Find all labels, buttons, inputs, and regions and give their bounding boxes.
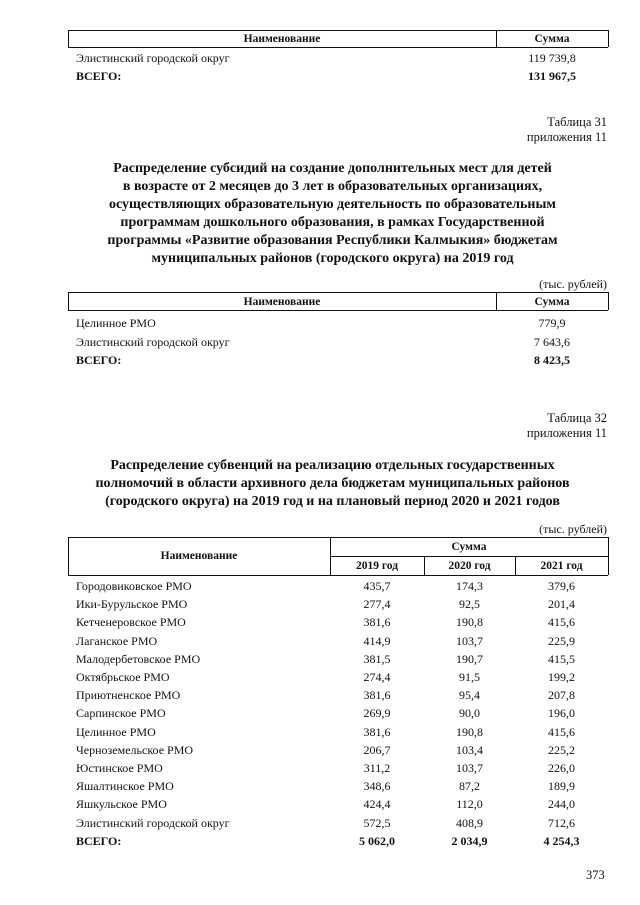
table-row-name: Малодербетовское РМО [76, 652, 201, 666]
table-border [330, 556, 608, 557]
table31-unit: (тыс. рублей) [539, 277, 607, 291]
table-border [68, 292, 608, 293]
column-header-name: Наименование [243, 296, 321, 308]
table-cell-2021: 225,9 [548, 634, 575, 648]
table-cell-2021: 415,6 [548, 725, 575, 739]
table-cell-2020: 95,4 [459, 688, 480, 702]
table-row-value: 779,9 [538, 316, 566, 330]
table-cell-2021: 379,6 [548, 579, 575, 593]
table-border [68, 537, 608, 538]
table-cell-2021: 225,2 [548, 743, 575, 757]
table-cell-2020: 190,7 [456, 652, 483, 666]
table31-caption-appendix: приложения 11 [526, 130, 607, 144]
table-cell-2020: 112,0 [456, 797, 483, 811]
total-label: ВСЕГО: [76, 353, 122, 367]
table-cell-2021: 196,0 [548, 706, 575, 720]
table-row-name: Целинное РМО [76, 725, 156, 739]
table-row-name: Городовиковское РМО [76, 579, 192, 593]
title-line: в возрасте от 2 месяцев до 3 лет в образовательных организациях, [122, 179, 543, 194]
table-row-name: Элистинский городской округ [76, 51, 230, 65]
table-cell-2019: 274,4 [363, 670, 391, 684]
table32-unit: (тыс. рублей) [539, 522, 607, 536]
table-cell-2020: 190,8 [456, 615, 483, 629]
column-header-sum: Сумма [534, 296, 570, 308]
column-header-sum: Сумма [451, 541, 487, 553]
table-cell-2020: 90,0 [459, 706, 480, 720]
total-v2020: 2 034,9 [451, 834, 488, 848]
table-cell-2019: 381,6 [363, 615, 391, 629]
table-row-name: Кетченеровское РМО [76, 615, 186, 629]
table-row-name: Сарпинское РМО [76, 706, 166, 720]
table-cell-2019: 435,7 [363, 579, 391, 593]
column-header-2020: 2020 год [448, 560, 491, 572]
table-cell-2019: 277,4 [363, 597, 391, 611]
title-line: программы «Развитие образования Республики Калмыкия» бюджетам [107, 233, 558, 248]
table-cell-2021: 244,0 [548, 797, 575, 811]
table-border [608, 537, 609, 575]
table-cell-2020: 103,7 [456, 761, 483, 775]
table-border [68, 310, 608, 311]
table-cell-2021: 207,8 [548, 688, 575, 702]
table31-title [60, 160, 605, 268]
table-border [68, 30, 608, 31]
title-line: муниципальных районов (городского округа) на 2019 год [151, 251, 514, 266]
table-row-name: Яшкульское РМО [76, 797, 167, 811]
table-cell-2021: 415,5 [548, 652, 575, 666]
table-cell-2021: 415,6 [548, 615, 575, 629]
table-cell-2020: 92,5 [459, 597, 480, 611]
table-cell-2019: 572,5 [363, 816, 391, 830]
table32-caption-number: Таблица 32 [547, 411, 607, 425]
total-value: 8 423,5 [534, 353, 570, 367]
total-v2021: 4 254,3 [543, 834, 580, 848]
table-cell-2020: 103,4 [456, 743, 483, 757]
table-border [608, 292, 609, 310]
table32-title [60, 457, 605, 511]
table-row-name: Лаганское РМО [76, 634, 158, 648]
table-cell-2019: 381,6 [363, 725, 391, 739]
table-border [68, 575, 608, 576]
total-label: ВСЕГО: [76, 834, 122, 848]
table-row-name: Октябрьское РМО [76, 670, 170, 684]
table-cell-2021: 226,0 [548, 761, 575, 775]
table-cell-2019: 414,9 [363, 634, 391, 648]
table-cell-2019: 311,2 [363, 761, 391, 775]
column-header-2019: 2019 год [355, 560, 399, 572]
table-cell-2019: 269,9 [363, 706, 391, 720]
table32-caption-appendix: приложения 11 [526, 426, 607, 440]
table-cell-2019: 424,4 [363, 797, 391, 811]
table-row-value: 7 643,6 [534, 335, 570, 349]
table-row-name: Юстинское РМО [76, 761, 163, 775]
table-cell-2019: 381,6 [363, 688, 391, 702]
table32-caption [527, 411, 607, 441]
table-row-name: Яшалтинское РМО [76, 779, 174, 793]
column-header-name: Наименование [160, 550, 238, 562]
title-line: (городского округа) на 2019 год и на плановый период 2020 и 2021 годов [105, 494, 560, 509]
table-row-name: Приютненское РМО [76, 688, 181, 702]
table-cell-2021: 201,4 [548, 597, 575, 611]
total-value: 131 967,5 [528, 69, 576, 83]
table-row-name: Ики-Бурульское РМО [76, 597, 188, 611]
table-cell-2020: 174,3 [456, 579, 483, 593]
title-line: Распределение субсидий на создание дополнительных мест для детей [113, 161, 552, 176]
page-number: 373 [586, 868, 605, 882]
column-header-sum: Сумма [534, 33, 570, 45]
table-cell-2019: 348,6 [363, 779, 391, 793]
title-line: Распределение субвенций на реализацию отдельных государственных [110, 458, 555, 473]
column-header-name: Наименование [243, 33, 321, 45]
table-cell-2019: 381,5 [363, 652, 391, 666]
table-cell-2021: 199,2 [548, 670, 575, 684]
table-cell-2019: 206,7 [363, 743, 391, 757]
title-line: полномочий в области архивного дела бюджетам муниципальных районов [95, 476, 570, 491]
column-header-2021: 2021 год [540, 560, 583, 572]
table-row-name: Черноземельское РМО [76, 743, 194, 757]
table-border [68, 47, 608, 48]
table-cell-2020: 103,7 [456, 634, 483, 648]
table-row-name: Целинное РМО [76, 316, 156, 330]
table-row-value: 119 739,8 [528, 51, 576, 65]
table31-caption-number: Таблица 31 [547, 115, 607, 129]
table31-caption [527, 115, 607, 145]
title-line: программам дошкольного образования, в рамках Государственной [120, 215, 545, 230]
table-cell-2020: 87,2 [459, 779, 480, 793]
total-label: ВСЕГО: [76, 69, 122, 83]
title-line: осуществляющих образовательную деятельность по образовательным [109, 197, 556, 212]
table-row-name: Элистинский городской округ [76, 816, 230, 830]
table-cell-2021: 189,9 [548, 779, 575, 793]
table-cell-2020: 408,9 [456, 816, 483, 830]
table-row-name: Элистинский городской округ [76, 335, 230, 349]
table-cell-2020: 91,5 [459, 670, 480, 684]
table-cell-2021: 712,6 [548, 816, 575, 830]
table-cell-2020: 190,8 [456, 725, 483, 739]
table-border [608, 30, 609, 47]
total-v2019: 5 062,0 [359, 834, 395, 848]
